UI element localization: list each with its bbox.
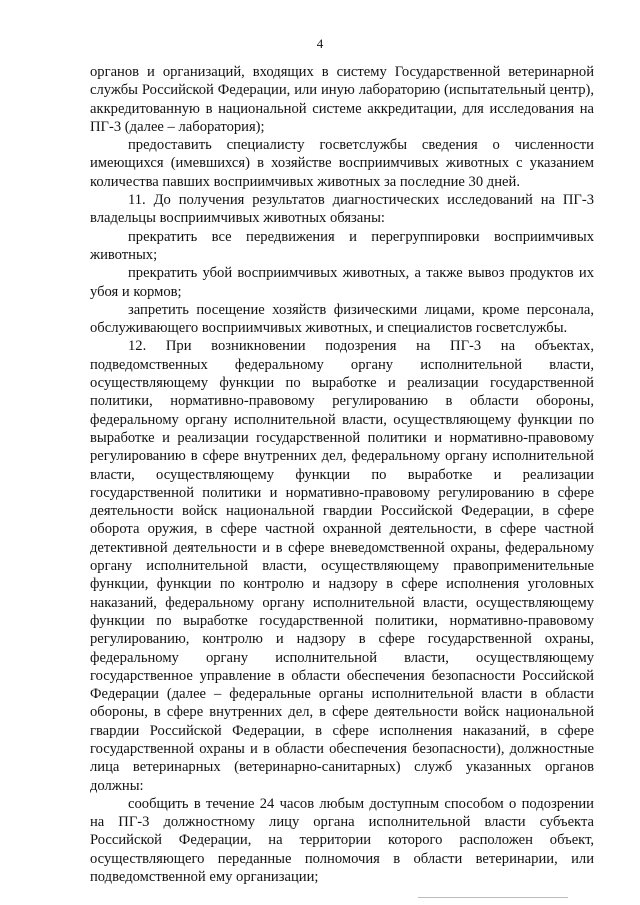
paragraph-stop-slaughter: прекратить убой восприимчивых животных, а также вывоз продуктов их убоя и кормов; (90, 265, 594, 300)
paragraph-item-12: 12. При возникновении подозрения на ПГ-3 на объектах, подведомственных федеральному органу исполнительной власти, осуществляющему функции по выработке и реализации государственной политики, нормативно-правовому регулированию в области обороны, федеральному органу исполнительной власти, осуществляющему функции по выработке и реализации государственной политики и нормативно-правовому регулированию в сфере внутренних дел, федеральному органу исполнительной власти, осуществляющему функции по выработке и реализации государственной политики и нормативно-правовому регулированию в сфере деятельности войск национальной гвардии Российской Федерации, в сфере оборота оружия, в сфере частной охранной деятельности, в сфере частной детективной деятельности и в сфере вневедомственной охраны, федеральному органу исполнительной власти, осуществляющему правоприменительные функции, функции по контролю и надзору в сфере исполнения уголовных наказаний, федеральному органу исполнительной власти, осуществляющему функции по выработке государственной политики, нормативно-правовому регулированию, контролю и надзору в сфере государственной охраны, федеральному органу исполнительной власти, осуществляющему государственное управление в области обеспечения безопасности Российской Федерации (далее – федеральные органы исполнительной власти в области обороны, в сфере внутренних дел, в сфере деятельности войск национальной гвардии Российской Федерации, в сфере исполнения наказаний, в сфере государственной охраны и в области обеспечения безопасности), должностные лица ветеринарных (ветеринарно-санитарных) служб указанных органов должны: (90, 338, 594, 794)
page-number: 4 (316, 36, 324, 51)
paragraph-continuation-laboratory: органов и организаций, входящих в систему Государственной ветеринарной службы Российской Федерации, или иную лабораторию (испытательный центр), аккредитованную в национальной системе аккредитации, для исследования на ПГ-3 (далее – лаборатория); (90, 64, 594, 135)
paragraph-report-within-24-hours: сообщить в течение 24 часов любым доступным способом о подозрении на ПГ-3 должностному лицу органа исполнительной власти субъекта Российской Федерации, на территории которого расположен объект, осуществляющего переданные полномочия в области ветеринарии, или подведомственной ему организации; (90, 795, 594, 886)
document-body (90, 63, 594, 886)
paragraph-stop-movements: прекратить все передвижения и перегруппировки восприимчивых животных; (90, 228, 594, 263)
paragraph-provide-information: предоставить специалисту госветслужбы сведения о численности имеющихся (имевшихся) в хозяйстве восприимчивых животных с указанием количества павших восприимчивых животных за последние 30 дней. (90, 137, 594, 190)
paragraph-prohibit-visits: запретить посещение хозяйств физическими лицами, кроме персонала, обслуживающего восприимчивых животных, и специалистов госветслужбы. (90, 301, 594, 337)
scan-line-decoration (418, 897, 568, 898)
paragraph-item-11: 11. До получения результатов диагностических исследований на ПГ-3 владельцы восприимчивых животных обязаны: (90, 192, 594, 227)
